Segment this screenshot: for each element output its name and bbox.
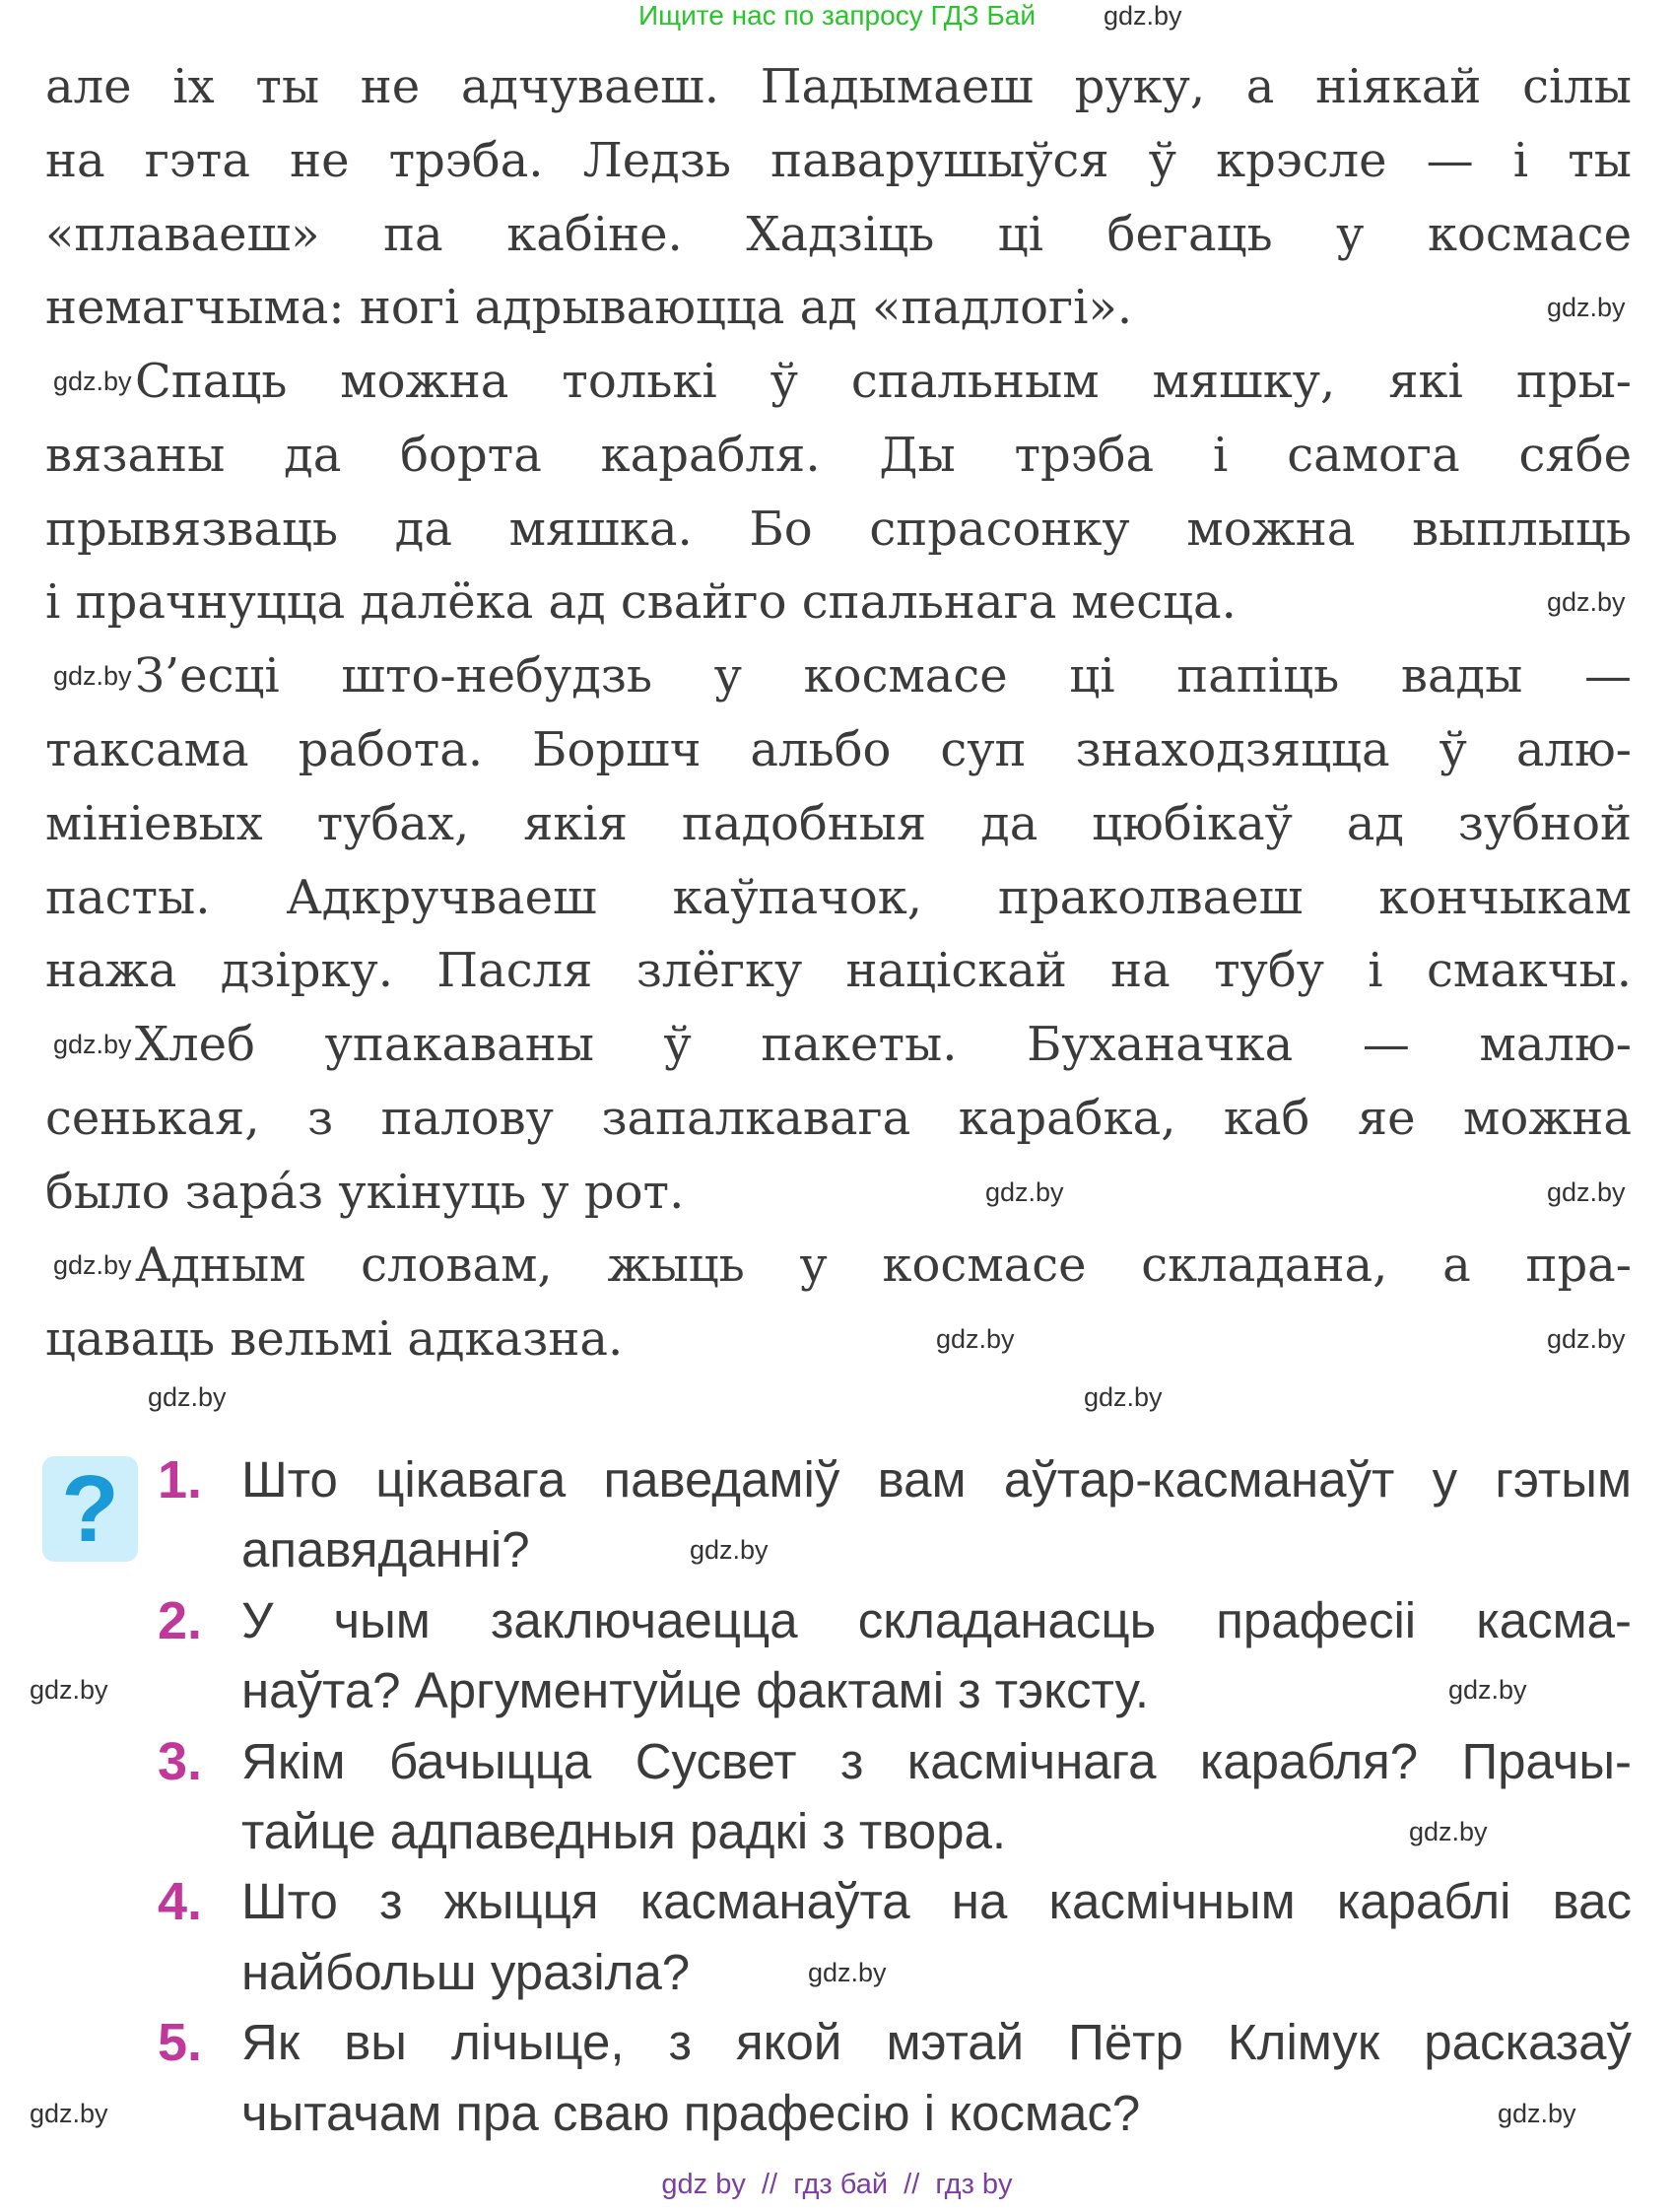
question-number: 2.	[158, 1591, 203, 1650]
watermark: gdz.by	[53, 1030, 132, 1059]
watermark: gdz.by	[53, 367, 132, 396]
watermark: gdz.by	[1104, 1, 1182, 31]
question-line: тайце адпаведныя радкі з твора.	[241, 1803, 1007, 1859]
watermark: gdz.by	[1498, 2099, 1576, 2128]
question-number: 5.	[158, 2013, 203, 2072]
watermark: gdz.by	[1448, 1675, 1527, 1705]
watermark: gdz.by	[1084, 1382, 1163, 1412]
question-line: У чым заключаецца складанасць прафесіі касма-	[241, 1592, 1632, 1648]
text-line: Спаць можна толькі ў спальным мяшку, які пры-	[135, 354, 1632, 409]
question-line: Што з жыцця касманаўта на касмічным караблі вас	[241, 1873, 1632, 1929]
text-line: З’есці што-небудзь у космасе ці папіць вады —	[135, 648, 1632, 704]
text-line: нажа дзірку. Пасля злёгку націскай на тубу і смакчы.	[45, 943, 1632, 998]
text-line: прывязваць да мяшка. Бо спрасонку можна выплыць	[45, 502, 1632, 557]
promo-text: Ищите нас по запросу ГДЗ Бай	[637, 0, 1037, 31]
text-line: цаваць вельмі адказна.	[45, 1311, 624, 1367]
question-number: 4.	[158, 1872, 203, 1931]
watermark: gdz.by	[1547, 293, 1626, 322]
question-line: чытачам пра сваю прафесію і космас?	[241, 2085, 1141, 2141]
text-line: Хлеб упакаваны ў пакеты. Буханачка — малю-	[135, 1017, 1632, 1072]
text-line: немагчыма: ногі адрываюцца ад «падлогі».	[45, 280, 1133, 335]
promo-banner	[0, 0, 1674, 32]
footer-links: gdz by // гдз бай // гдз by	[661, 2169, 1013, 2200]
text-line: мініевых тубах, якія падобныя да цюбікаў ад зубной	[45, 796, 1632, 851]
watermark: gdz.by	[808, 1958, 887, 1987]
watermark: gdz.by	[53, 1250, 132, 1280]
watermark: gdz.by	[985, 1177, 1064, 1207]
watermark: gdz.by	[1547, 587, 1626, 617]
question-line: апавяданні?	[241, 1521, 530, 1577]
text-line: пасты. Адкручваеш каўпачок, праколваеш кончыкам	[45, 870, 1632, 925]
watermark: gdz.by	[30, 1675, 108, 1705]
question-number: 1.	[158, 1450, 203, 1509]
question-line: Як вы лічыце, з якой мэтай Пётр Клімук расказаў	[241, 2014, 1632, 2070]
watermark: gdz.by	[1547, 1177, 1626, 1207]
watermark: gdz.by	[1547, 1324, 1626, 1354]
watermark: gdz.by	[30, 2099, 108, 2128]
text-line: на гэта не трэба. Ледзь паварушыўся ў крэсле — і ты	[45, 133, 1632, 188]
watermark: gdz.by	[936, 1324, 1015, 1354]
text-line: таксама работа. Боршч альбо суп знаходзяцца ў алю-	[45, 722, 1632, 777]
question-number: 3.	[158, 1732, 203, 1791]
text-line: вязаны да борта карабля. Ды трэба і самога сябе	[45, 428, 1632, 483]
question-icon	[42, 1456, 138, 1562]
text-line: сенькая, з палову запалкавага карабка, каб яе можна	[45, 1091, 1632, 1146]
text-line: і прачнуцца далёка ад свайго спальнага месца.	[45, 574, 1237, 630]
text-line: «плаваеш» па кабіне. Хадзіць ці бегаць у космасе	[45, 207, 1632, 262]
question-line: найбольш уразіла?	[241, 1944, 691, 2000]
question-mark-icon: ?	[61, 1456, 119, 1562]
footer	[0, 2168, 1674, 2201]
text-line: было зара́з укінуць у рот.	[45, 1165, 685, 1220]
question-line: Што цікавага паведаміў вам аўтар-касманаўт у гэтым	[241, 1451, 1632, 1508]
text-line: але іх ты не адчуваеш. Падымаеш руку, а ніякай сілы	[45, 59, 1632, 114]
question-line: Якім бачыцца Сусвет з касмічнага карабля? Прачы-	[241, 1733, 1632, 1789]
watermark: gdz.by	[53, 661, 132, 691]
watermark: gdz.by	[1409, 1817, 1488, 1846]
text-line: Адным словам, жыць у космасе складана, а пра-	[135, 1238, 1632, 1293]
watermark: gdz.by	[690, 1535, 769, 1565]
question-line: наўта? Аргументуйце фактамі з тэксту.	[241, 1662, 1150, 1718]
watermark: gdz.by	[148, 1382, 227, 1412]
